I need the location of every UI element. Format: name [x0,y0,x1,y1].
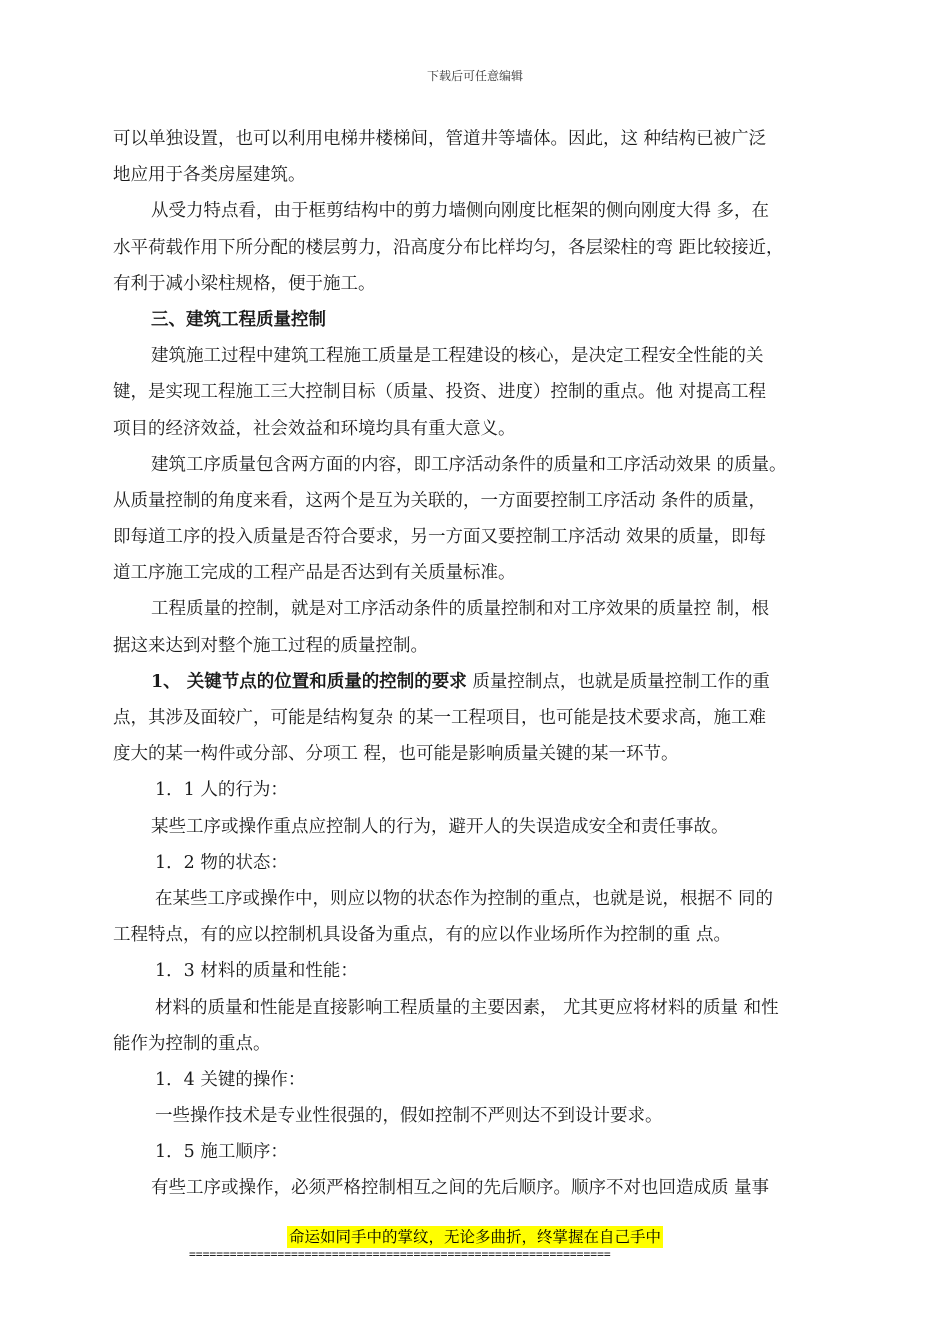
text-line: 道工序施工完成的工程产品是否达到有关质量标准。 [113,563,516,584]
text-line: 即每道工序的投入质量是否符合要求，另一方面又要控制工序活动 效果的质量，即每 [113,527,767,548]
text-line: 水平荷载作用下所分配的楼层剪力，沿高度分布比样均匀，各层梁柱的弯 距比较接近， [113,237,784,258]
text-line: 工程质量的控制，就是对工序活动条件的质量控制和对工序效果的质量控 制，根 [151,599,770,620]
subsection-heading: 1、 关键节点的位置和质量的控制的要求 [151,671,467,692]
text-line: 工程特点，有的应以控制机具设备为重点，有的应以作业场所作为控制的重 点。 [113,925,732,946]
text-line: 有些工序或操作，必须严格控制相互之间的先后顺序。顺序不对也回造成质 量事 [151,1178,770,1199]
item-title: 1．5 施工顺序： [155,1142,288,1163]
text-line: 建筑施工过程中建筑工程施工质量是工程建设的核心，是决定工程安全性能的关 [151,346,764,367]
text-line: 键，是实现工程施工三大控制目标（质量、投资、进度）控制的重点。他 对提高工程 [113,382,767,403]
text-line: 一些操作技术是专业性很强的，假如控制不严则达不到设计要求。 [155,1106,663,1127]
text-line: 从受力特点看，由于框剪结构中的剪力墙侧向刚度比框架的侧向刚度大得 多，在 [151,201,770,222]
text-line: 从质量控制的角度来看，这两个是互为关联的，一方面要控制工序活动 条件的质量， [113,490,767,511]
text-line: 材料的质量和性能是直接影响工程质量的主要因素， 尤其更应将材料的质量 和性 [155,997,779,1018]
text-line: 地应用于各类房屋建筑。 [113,165,306,186]
page-footer [0,1226,950,1248]
text-line: 能作为控制的重点。 [113,1033,271,1054]
item-title: 1．1 人的行为： [155,780,288,801]
subsection-line [113,664,841,700]
text-line: 据这来达到对整个施工过程的质量控制。 [113,635,428,656]
text-line: 度大的某一构件或分部、分项工 程，也可能是影响质量关键的某一环节。 [113,744,679,765]
text-line: 项目的经济效益，社会效益和环境均具有重大意义。 [113,418,516,439]
text-line: 可以单独设置，也可以利用电梯井楼梯间，管道井等墙体。因此，这 种结构已被广泛 [113,129,767,149]
text-line: 建筑工序质量包含两方面的内容，即工序活动条件的质量和工序活动效果 的质量。 [151,454,787,475]
page-header: 下载后可任意编辑 [426,69,523,83]
text-line: 在某些工序或操作中，则应以物的状态作为控制的重点，也就是说，根据不 同的 [155,888,774,909]
item-title: 1．3 材料的质量和性能： [155,961,358,982]
footer-motto: 命运如同手中的掌纹，无论多曲折，终掌握在自己手中 [288,1228,661,1246]
item-title: 1．4 关键的操作： [155,1069,306,1090]
text-line: 某些工序或操作重点应控制人的行为，避开人的失误造成安全和责任事故。 [151,816,729,837]
text-line: 有利于减小梁柱规格，便于施工。 [113,273,376,294]
section-heading: 三、建筑工程质量控制 [151,309,326,330]
footer-divider: ============================================================== [189,1248,611,1261]
item-title: 1．2 物的状态： [155,852,288,873]
document-body [113,121,841,1207]
subsection-text: 质量控制点，也就是质量控制工作的重 [466,671,770,692]
text-line: 点，其涉及面较广，可能是结构复杂 的某一工程项目，也可能是技术要求高，施工难 [113,708,767,728]
